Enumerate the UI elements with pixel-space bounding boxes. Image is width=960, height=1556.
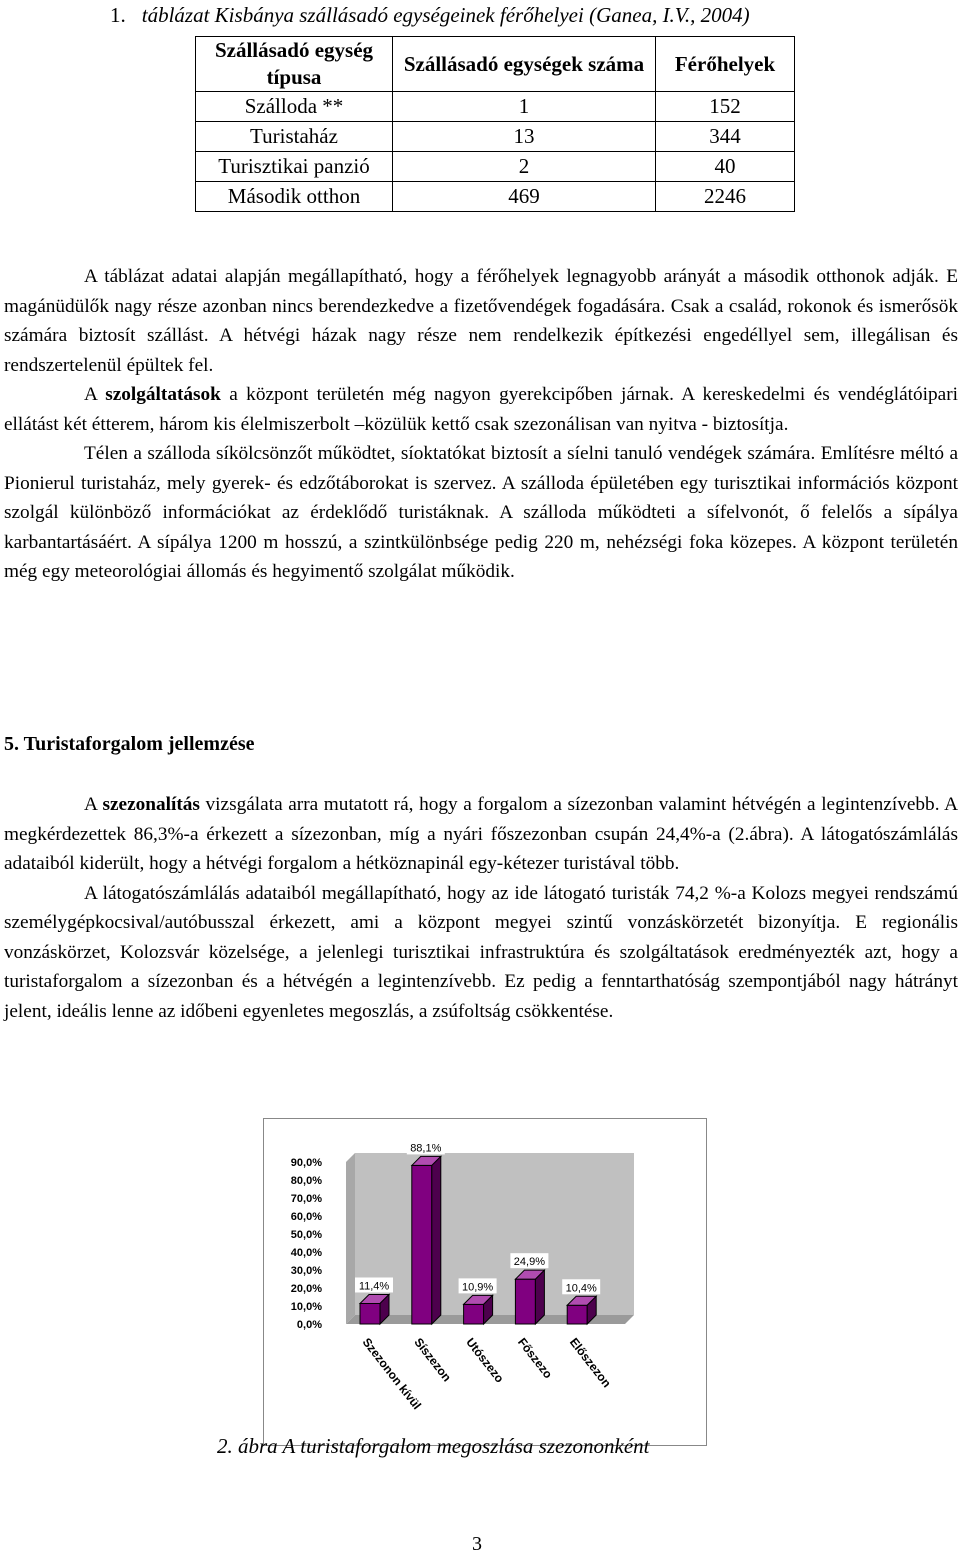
table-row bbox=[196, 152, 795, 182]
text-block-services bbox=[4, 262, 958, 587]
bar-side bbox=[535, 1270, 544, 1324]
table-row bbox=[196, 182, 795, 212]
header-capacity: Férőhelyek bbox=[656, 37, 795, 92]
category-label: Síszezon bbox=[411, 1335, 455, 1385]
y-tick-label: 50,0% bbox=[290, 1229, 322, 1241]
chart-svg bbox=[264, 1119, 706, 1445]
table-caption bbox=[110, 3, 750, 28]
paragraph-seasonality-pre: A bbox=[84, 794, 103, 815]
table-cell: Turistaház bbox=[196, 122, 393, 152]
data-label: 88,1% bbox=[410, 1142, 442, 1155]
header-unit-count: Szállásadó egységek száma bbox=[393, 37, 656, 92]
bar-front bbox=[412, 1165, 432, 1324]
y-tick-label: 90,0% bbox=[290, 1157, 322, 1169]
category-label: Főszezo bbox=[515, 1335, 556, 1382]
paragraph-catchment: A látogatószámlálás adataiból megállapítható, hogy az ide látogató turisták 74,2 %-a Kolozs megyei rendszámú személygépkocsival/autóbusszal érkezett, ami a központ megyei szintű vonzáskörzetét bizonyítja. E regionális vonzáskörzet, Kolozsvár közelsége, a jelenlegi turisztikai infrastruktúra és szolgáltatások eredményezték azt, hogy a turistaforgalom a sízezonban és a hétvégén a legintenzívebb. Ez pedig a fenntarthatóság szempontjából nagy hátrányt jelent, ideális lenne az időbeni egyenletes megoszlás, a zsúfoltság csökkentése. bbox=[4, 882, 958, 1022]
table-cell: 1 bbox=[393, 92, 656, 122]
season-distribution-chart bbox=[263, 1118, 707, 1446]
data-label: 10,4% bbox=[565, 1282, 597, 1295]
paragraph-second-homes: A táblázat adatai alapján megállapítható, hogy a férőhelyek legnagyobb arányát a második otthonok adják. E magánüdülők nagy része azonban nincs berendezkedve a fizetővendégek fogadására. Csak a család, rokonok és ismerősök számára biztosít szállást. A hétvégi házak nagy része nem rendelkezik építkezési engedéllyel sem, illegálisan és rendszertelenül épültek fel. bbox=[4, 266, 958, 376]
bar-front bbox=[464, 1304, 484, 1324]
table-cell: Turisztikai panzió bbox=[196, 152, 393, 182]
category-label: Szezonon kívül bbox=[359, 1335, 425, 1413]
bar-front bbox=[515, 1279, 535, 1324]
data-label: 24,9% bbox=[513, 1256, 546, 1269]
table-cell: 13 bbox=[393, 122, 656, 152]
table-cell: 152 bbox=[656, 92, 795, 122]
paragraph-services bbox=[4, 380, 958, 439]
y-tick-label: 80,0% bbox=[290, 1175, 322, 1187]
y-tick-label: 10,0% bbox=[290, 1301, 322, 1313]
y-tick-label: 60,0% bbox=[290, 1211, 322, 1223]
bar-front bbox=[567, 1305, 587, 1324]
paragraph-seasonality bbox=[4, 790, 958, 879]
category-label: Előszezon bbox=[566, 1335, 614, 1391]
table-cell: 469 bbox=[393, 182, 656, 212]
data-label: 11,4% bbox=[358, 1280, 390, 1293]
table-row bbox=[196, 92, 795, 122]
table-cell: 40 bbox=[656, 152, 795, 182]
section-heading: 5. Turistaforgalom jellemzése bbox=[4, 733, 255, 755]
page-number: 3 bbox=[472, 1533, 482, 1555]
text-block-tourism bbox=[4, 790, 958, 1026]
bar-front bbox=[360, 1303, 380, 1324]
y-tick-label: 0,0% bbox=[296, 1319, 322, 1331]
table-row bbox=[196, 122, 795, 152]
figure-caption: 2. ábra A turistaforgalom megoszlása szezononként bbox=[217, 1434, 650, 1458]
paragraph-services-rest: a központ területén még nagyon gyerekcipőben járnak. A kereskedelmi és vendéglátóipari ellátást két étterem, három kis élelmiszerbolt –közülük kettő csak szezonálisan van nyitva - biztosítja. bbox=[4, 384, 958, 435]
table-cell: 344 bbox=[656, 122, 795, 152]
data-label: 10,9% bbox=[461, 1281, 494, 1294]
table-cell: Második otthon bbox=[196, 182, 393, 212]
accommodation-table bbox=[195, 36, 795, 212]
header-unit-type: Szállásadó egység típusa bbox=[196, 37, 393, 92]
bold-term-seasonality: szezonalítás bbox=[102, 794, 200, 815]
category-label: Utószezo bbox=[463, 1335, 507, 1386]
y-tick-label: 70,0% bbox=[290, 1193, 322, 1205]
table-cell: Szálloda ** bbox=[196, 92, 393, 122]
paragraph-winter-facilities: Télen a szálloda síkölcsönzőt működtet, síoktatókat biztosít a síelni tanuló vendégek számára. Említésre méltó a Pionierul turistaház, mely gyerek- és edzőtáborokat is szervez. A szálloda épületében egy turisztikai információs központ szolgál különböző információkat az érdeklődő turistáknak. A szálloda működteti a sífelvonót, ő felelős a sípálya karbantartásáért. A sípálya 1200 m hosszú, a szintkülönbsége pedig 220 m, nehézségi foka közepes. A központ területén még egy meteorológiai állomás és hegyimentő szolgálat működik. bbox=[4, 443, 958, 582]
y-tick-label: 40,0% bbox=[290, 1247, 322, 1259]
bar-side bbox=[432, 1156, 441, 1324]
table-header-row bbox=[196, 37, 795, 92]
paragraph-seasonality-rest: vizsgálata arra mutatott rá, hogy a forgalom a sízezonban valamint hétvégén a legintenzívebb. A megkérdezettek 86,3%-a érkezett a sízezonban, míg a nyári főszezonban csupán 24,4%-a (2.ábra). A látogatószámlálás adataiból kiderült, hogy a hétvégi forgalom a hétköznapinál egy-kétezer turistával több. bbox=[4, 794, 958, 874]
chart-side-wall bbox=[346, 1153, 355, 1324]
table-caption-text: táblázat Kisbánya szállásadó egységeinek férőhelyei (Ganea, I.V., 2004) bbox=[141, 3, 750, 27]
y-tick-label: 20,0% bbox=[290, 1283, 322, 1295]
table-caption-number: 1. bbox=[110, 3, 126, 27]
bold-term-services: szolgáltatások bbox=[105, 384, 221, 405]
y-tick-label: 30,0% bbox=[290, 1265, 322, 1277]
table-cell: 2 bbox=[393, 152, 656, 182]
table-cell: 2246 bbox=[656, 182, 795, 212]
paragraph-services-pre: A bbox=[84, 384, 106, 405]
